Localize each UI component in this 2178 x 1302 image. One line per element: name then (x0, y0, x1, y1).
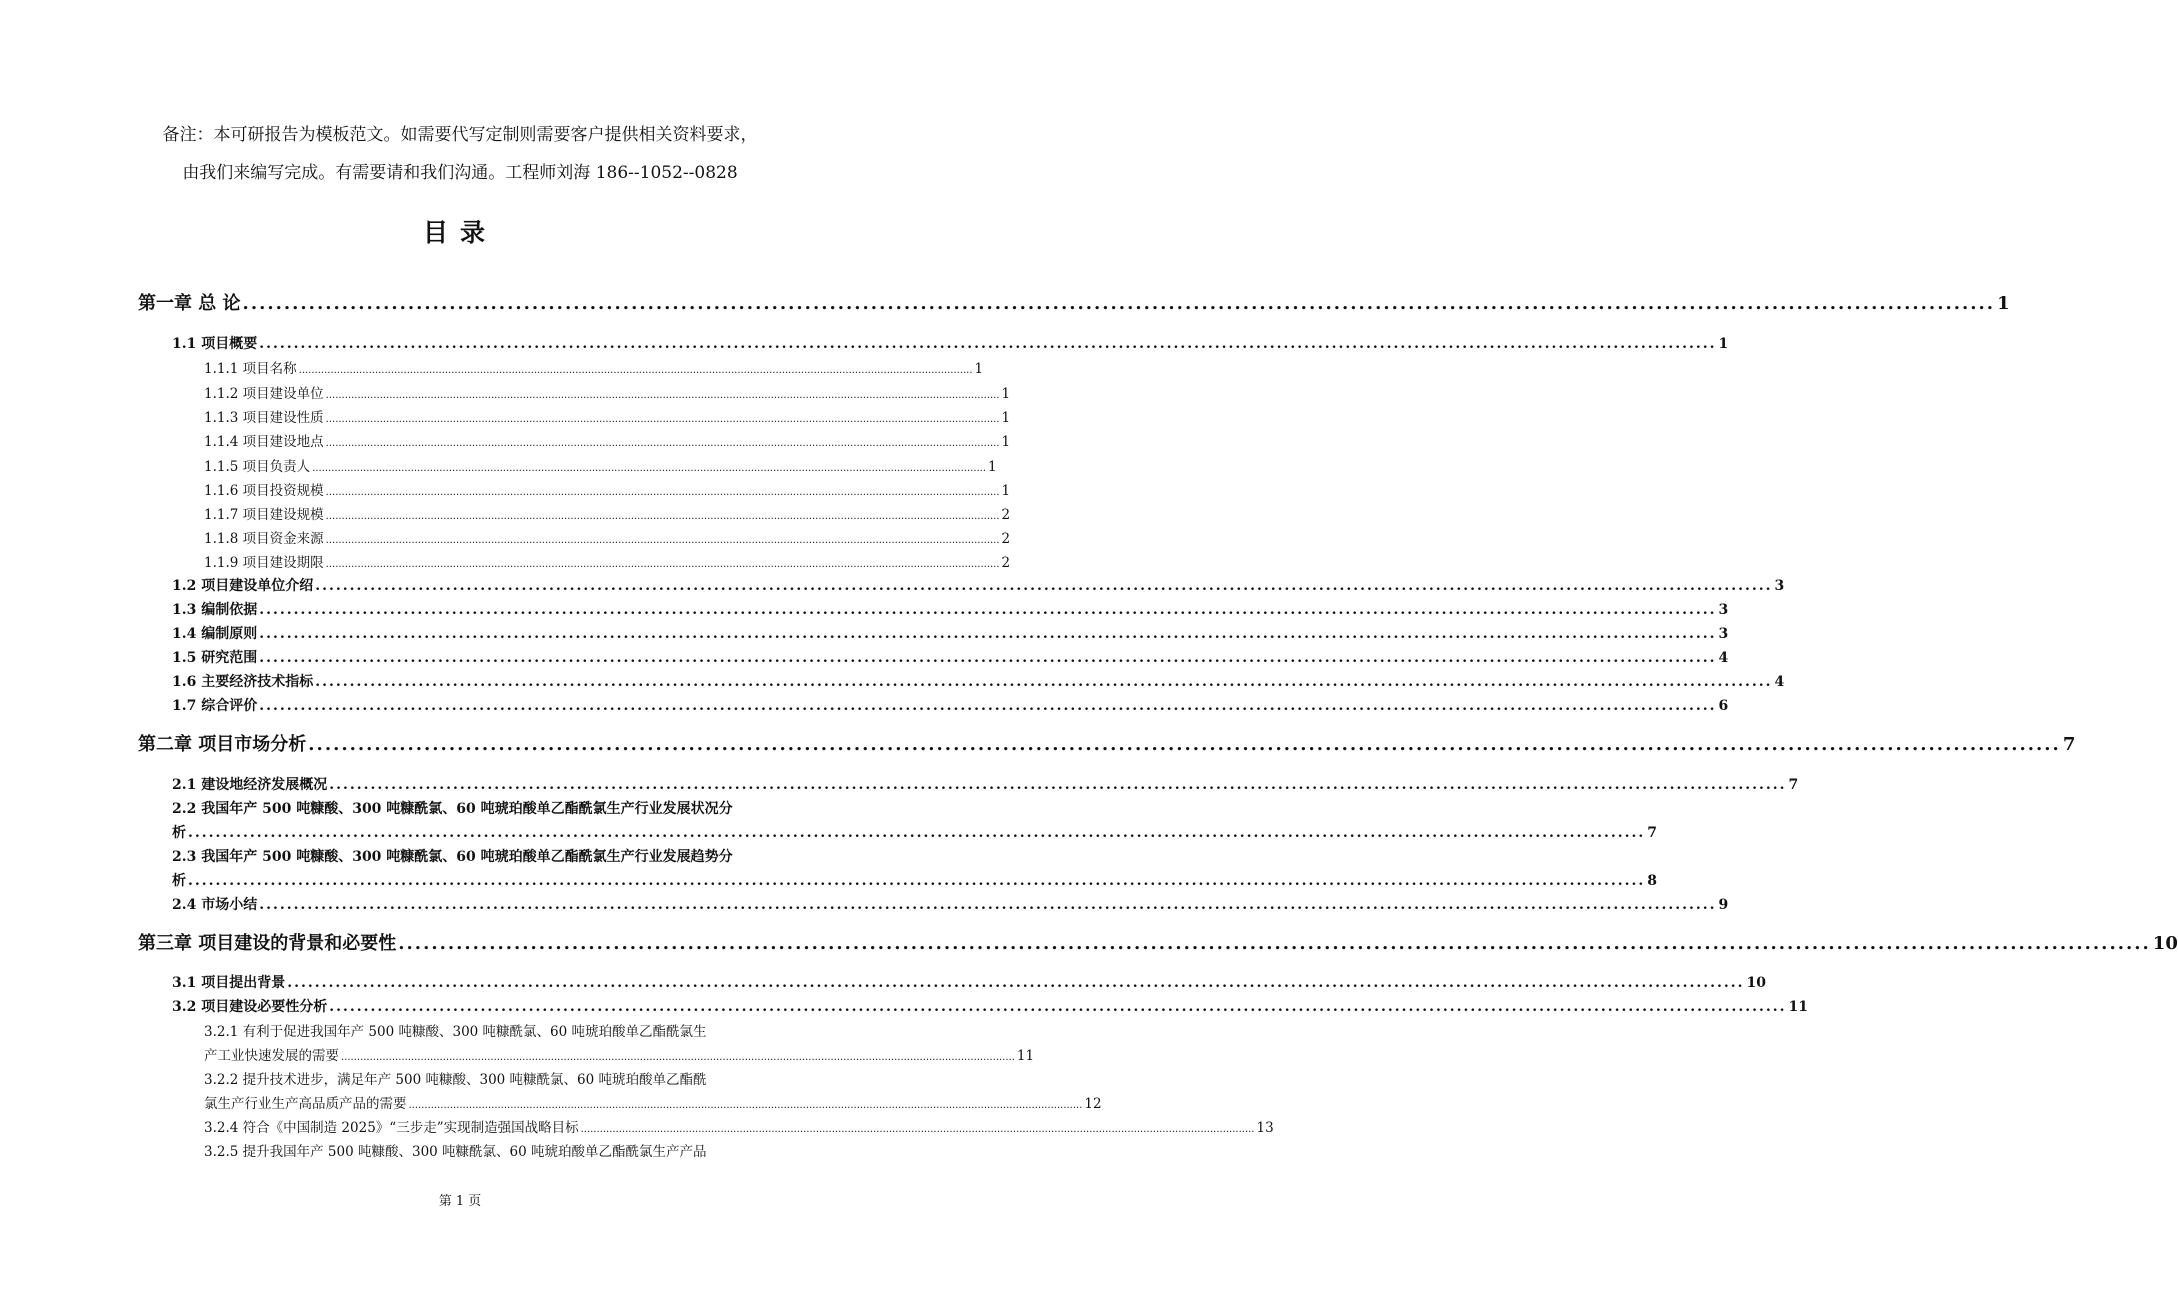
toc-label: 1.1.8 项目资金来源 (204, 531, 324, 547)
toc-label: 1.1.4 项目建设地点 (204, 434, 324, 450)
toc-label: 2.1 建设地经济发展概况 (172, 777, 328, 793)
toc-item-1-1-2[interactable] (204, 382, 1011, 402)
toc-leader: .................................................................................................................................................................................................................... (259, 336, 1717, 352)
toc-section-1-2[interactable] (172, 575, 1785, 595)
toc-label: 1.7 综合评价 (172, 698, 258, 714)
toc-page: 11 (1788, 999, 1809, 1015)
toc-leader: .................................................................................................................................................................................................................... (308, 734, 2061, 755)
toc-item-3-2-2-line1[interactable]: 3.2.2 提升技术进步，满足年产 500 吨糠酸、300 吨糠酰氯、60 吨琥珀酸单乙酯酰 (204, 1072, 707, 1088)
toc-label: 1.1 项目概要 (172, 336, 258, 352)
toc-page: 6 (1718, 698, 1729, 714)
toc-section-1-7[interactable] (172, 695, 1729, 715)
toc-page: 1 (1001, 386, 1011, 402)
toc-page: 2 (1001, 531, 1011, 547)
toc-leader: .................................................................................................................................................................................................................... (259, 698, 1717, 714)
toc-section-2-1[interactable] (172, 774, 1799, 794)
toc-label: 产工业快速发展的需要 (204, 1048, 339, 1064)
toc-section-2-3-line1[interactable]: 2.3 我国年产 500 吨糠酸、300 吨糠酰氯、60 吨琥珀酸单乙酯酰氯生产行业发展趋势分 (172, 849, 733, 865)
toc-leader: .................................................................................................................................................................................................................... (315, 578, 1773, 594)
toc-label: 1.4 编制原则 (172, 626, 258, 642)
toc-section-1-4[interactable] (172, 623, 1729, 643)
toc-leader: .................................................................................................................................................................................................................... (580, 1124, 1255, 1135)
toc-page: 1 (988, 459, 997, 475)
toc-label: 2.4 市场小结 (172, 897, 258, 913)
toc-section-2-2[interactable] (172, 822, 1658, 842)
toc-section-1-5[interactable] (172, 647, 1729, 667)
toc-label: 第二章 项目市场分析 (138, 734, 307, 755)
template-note-line-2: 由我们来编写完成。有需要请和我们沟通。工程师刘海 186--1052--0828 (182, 163, 738, 183)
page-footer: 第 1 页 (438, 1194, 482, 1209)
toc-page: 4 (1718, 650, 1729, 666)
toc-leader: .................................................................................................................................................................................................................... (325, 438, 1000, 449)
toc-page: 8 (1647, 873, 1658, 889)
toc-label: 3.1 项目提出背景 (172, 975, 286, 991)
toc-item-3-2-1[interactable] (204, 1044, 1035, 1064)
toc-page: 7 (1647, 825, 1658, 841)
template-note-line-1: 备注：本可研报告为模板范文。如需要代写定制则需要客户提供相关资料要求， (162, 125, 758, 145)
toc-label: 1.6 主要经济技术指标 (172, 674, 314, 690)
toc-item-1-1-7[interactable] (204, 503, 1011, 523)
toc-section-1-6[interactable] (172, 671, 1785, 691)
toc-item-1-1-8[interactable] (204, 527, 1011, 547)
toc-page: 7 (1788, 777, 1799, 793)
toc-label: 3.2.4 符合《中国制造 2025》“三步走”实现制造强国战略目标 (204, 1120, 579, 1136)
toc-page: 10 (2152, 933, 2178, 954)
toc-leader: .................................................................................................................................................................................................................... (325, 559, 1000, 570)
toc-leader: .................................................................................................................................................................................................................... (315, 674, 1773, 690)
toc-label: 析 (172, 825, 186, 841)
toc-leader: .................................................................................................................................................................................................................... (325, 535, 1000, 546)
toc-leader: .................................................................................................................................................................................................................... (259, 626, 1717, 642)
toc-leader: .................................................................................................................................................................................................................... (188, 873, 1646, 889)
toc-item-3-2-4[interactable] (204, 1116, 1274, 1136)
toc-title: 目录 (422, 218, 497, 247)
toc-leader: .................................................................................................................................................................................................................... (259, 897, 1717, 913)
toc-section-2-4[interactable] (172, 894, 1729, 914)
toc-label: 1.1.7 项目建设规模 (204, 507, 324, 523)
toc-leader: .................................................................................................................................................................................................................... (312, 463, 987, 474)
toc-leader: .................................................................................................................................................................................................................... (287, 975, 1745, 991)
toc-label: 1.2 项目建设单位介绍 (172, 578, 314, 594)
toc-chapter-2[interactable] (138, 730, 2076, 756)
toc-item-1-1-5[interactable] (204, 455, 997, 475)
toc-item-1-1-1[interactable] (204, 357, 984, 377)
toc-page: 4 (1774, 674, 1785, 690)
toc-page: 1 (974, 361, 984, 377)
toc-label: 氯生产行业生产高品质产品的需要 (204, 1096, 407, 1112)
toc-item-3-2-2[interactable] (204, 1092, 1102, 1112)
toc-leader: .................................................................................................................................................................................................................... (398, 933, 2151, 954)
toc-leader: .................................................................................................................................................................................................................... (259, 602, 1717, 618)
toc-leader: .................................................................................................................................................................................................................... (242, 293, 1996, 314)
toc-page: 10 (1746, 975, 1767, 991)
toc-section-2-2-line1[interactable]: 2.2 我国年产 500 吨糠酸、300 吨糠酰氯、60 吨琥珀酸单乙酯酰氯生产行业发展状况分 (172, 801, 733, 817)
toc-section-1-1[interactable] (172, 333, 1729, 353)
toc-leader: .................................................................................................................................................................................................................... (408, 1100, 1083, 1111)
toc-leader: .................................................................................................................................................................................................................... (188, 825, 1646, 841)
toc-leader: .................................................................................................................................................................................................................... (325, 511, 1000, 522)
toc-leader: .................................................................................................................................................................................................................... (325, 414, 1000, 425)
toc-chapter-3[interactable] (138, 929, 2178, 955)
toc-leader: .................................................................................................................................................................................................................... (329, 777, 1787, 793)
toc-label: 1.1.2 项目建设单位 (204, 386, 324, 402)
toc-page: 1 (1997, 293, 2010, 314)
toc-leader: .................................................................................................................................................................................................................... (325, 487, 1000, 498)
toc-section-3-2[interactable] (172, 996, 1809, 1016)
toc-label: 析 (172, 873, 186, 889)
toc-page: 1 (1718, 336, 1729, 352)
toc-section-3-1[interactable] (172, 972, 1767, 992)
toc-page: 3 (1718, 602, 1729, 618)
toc-item-1-1-9[interactable] (204, 551, 1011, 571)
toc-label: 第三章 项目建设的背景和必要性 (138, 933, 397, 954)
toc-label: 1.1.3 项目建设性质 (204, 410, 324, 426)
toc-page: 1 (1001, 434, 1011, 450)
toc-label: 1.3 编制依据 (172, 602, 258, 618)
toc-page: 12 (1084, 1096, 1102, 1112)
toc-page: 2 (1001, 555, 1011, 571)
toc-item-1-1-3[interactable] (204, 406, 1011, 426)
toc-item-3-2-5-line1[interactable]: 3.2.5 提升我国年产 500 吨糠酸、300 吨糠酰氯、60 吨琥珀酸单乙酯酰氯生产产品 (204, 1144, 707, 1160)
toc-section-1-3[interactable] (172, 599, 1729, 619)
toc-page: 1 (1001, 410, 1011, 426)
toc-leader: .................................................................................................................................................................................................................... (341, 1052, 1015, 1063)
toc-label: 1.1.9 项目建设期限 (204, 555, 324, 571)
toc-page: 1 (1001, 483, 1011, 499)
toc-page: 3 (1774, 578, 1785, 594)
toc-label: 第一章 总 论 (138, 293, 241, 314)
toc-page: 2 (1001, 507, 1011, 523)
toc-leader: .................................................................................................................................................................................................................... (329, 999, 1787, 1015)
toc-page: 9 (1718, 897, 1729, 913)
toc-page: 11 (1016, 1048, 1035, 1064)
toc-label: 3.2 项目建设必要性分析 (172, 999, 328, 1015)
toc-page: 3 (1718, 626, 1729, 642)
toc-label: 1.1.5 项目负责人 (204, 459, 311, 475)
toc-page: 7 (2062, 734, 2076, 755)
toc-leader: .................................................................................................................................................................................................................... (298, 365, 973, 376)
toc-label: 1.1.6 项目投资规模 (204, 483, 324, 499)
toc-label: 1.1.1 项目名称 (204, 361, 297, 377)
toc-leader: .................................................................................................................................................................................................................... (325, 390, 1000, 401)
toc-item-1-1-4[interactable] (204, 430, 1011, 450)
toc-page: 13 (1256, 1120, 1274, 1136)
toc-item-3-2-1-line1[interactable]: 3.2.1 有利于促进我国年产 500 吨糠酸、300 吨糠酰氯、60 吨琥珀酸单乙酯酰氯生 (204, 1024, 707, 1040)
toc-chapter-1[interactable] (138, 289, 2010, 315)
toc-leader: .................................................................................................................................................................................................................... (259, 650, 1717, 666)
toc-label: 1.5 研究范围 (172, 650, 258, 666)
toc-section-2-3[interactable] (172, 870, 1658, 890)
toc-item-1-1-6[interactable] (204, 479, 1011, 499)
